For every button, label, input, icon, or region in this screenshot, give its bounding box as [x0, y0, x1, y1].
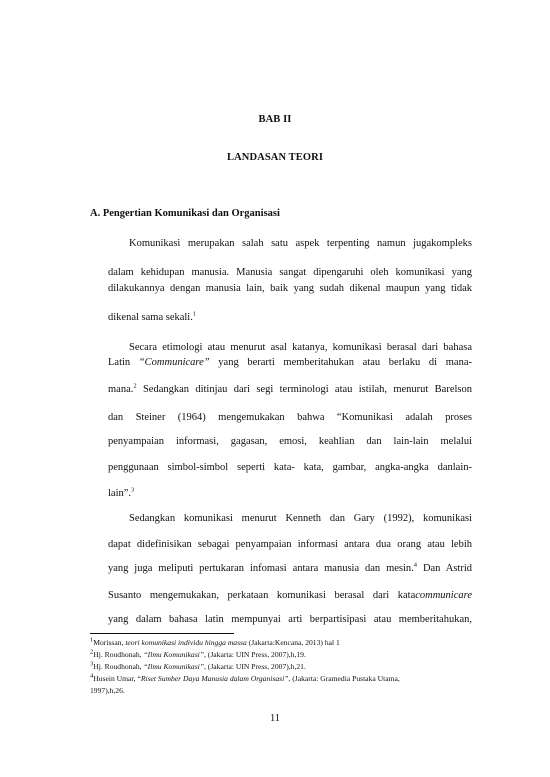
footnote-3: $^3$Hj. Roudhonah, “Ilmu Komunikasi”, (Jakarta: UIN Press, 2007),h,21.	[90, 660, 306, 671]
p2-line3: mana.$^2$ Sedangkan ditinjau dari segi terminologi atau istilah, menurut Barelson	[108, 382, 472, 395]
footnote-ref-1: 1	[192, 310, 197, 318]
p2-line2: Latin “Communicare” yang berarti memberitahukan atau berlaku di mana-	[108, 357, 472, 368]
footnote-ref-3: 3	[131, 486, 135, 494]
footnote-1: $^1$Morissan, teori komunikasi individu hingga massa (Jakarta:Kencana, 2013) hal 1	[90, 636, 340, 647]
footnote-ref-2: 2	[133, 382, 137, 390]
p3-line4: Susanto mengemukakan, perkataan komunikasi berasal dari katacommunicare	[108, 590, 472, 601]
footnote-4-continued: 1997),h,26.	[90, 686, 125, 695]
p1-line2: dalam kehidupan manusia. Manusia sangat dipengaruhi oleh komunikasi yang	[108, 267, 472, 278]
p3-line5: yang dalam bahasa latin mempunyai arti berpartisipasi atau memberitahukan,	[108, 614, 472, 625]
footnote-4: $^4$Husein Umar, “Riset Sumber Daya Manusia dalam Organisasi”, (Jakarta: Gramedia Pustaka Utama,	[90, 672, 400, 683]
footnote-ref-4: 4	[413, 561, 418, 569]
page-number: 11	[269, 713, 281, 724]
p1-line3: dilakukannya dengan manusia lain, baik yang sudah dikenal maupun yang tidak	[108, 283, 472, 294]
footnote-separator	[90, 633, 234, 634]
p2-line6: penggunaan simbol-simbol seperti kata- kata, gambar, angka-angka danlain-	[108, 462, 472, 473]
footnote-2: $^2$Hj. Roudhonah, “Ilmu Komunikasi”, (Jakarta: UIN Press, 2007),h,19.	[90, 648, 306, 659]
p1-line1: Komunikasi merupakan salah satu aspek terpenting namun jugakompleks	[129, 238, 472, 249]
p2-line7: lain”.$^3$	[108, 486, 135, 499]
section-title: A. Pengertian Komunikasi dan Organisasi	[90, 208, 280, 219]
p2-line1: Secara etimologi atau menurut asal katanya, komunikasi berasal dari bahasa	[129, 342, 472, 353]
p1-line4: dikenal sama sekali.$^1$	[108, 310, 197, 323]
p3-line3: yang juga meliputi pertukaran infomasi antara manusia dan mesin.$^4$ Dan Astrid	[108, 561, 473, 574]
p3-line2: dapat didefinisikan sebagai penyampaian informasi antara dua orang atau lebih	[108, 539, 472, 550]
chapter-label: BAB II	[258, 114, 292, 125]
p2-line4: dan Steiner (1964) mengemukakan bahwa “Komunikasi adalah proses	[108, 412, 472, 423]
chapter-title: LANDASAN TEORI	[226, 152, 324, 163]
p2-line5: penyampaian informasi, gagasan, emosi, keahlian dan lain-lain melalui	[108, 436, 472, 447]
p3-line1: Sedangkan komunikasi menurut Kenneth dan Gary (1992), komunikasi	[129, 513, 472, 524]
